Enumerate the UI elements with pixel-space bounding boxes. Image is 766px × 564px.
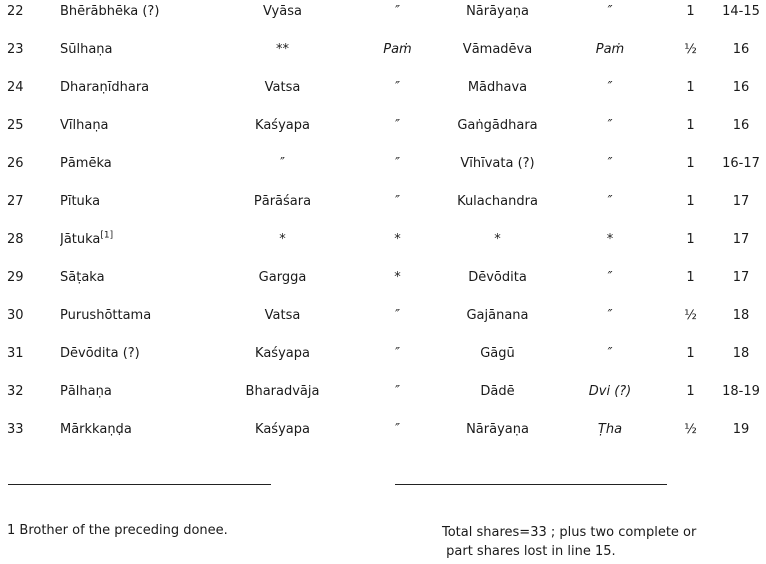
donee-number: 24 (7, 80, 24, 95)
donee-gotra: Kaśyapa (255, 346, 310, 361)
donee-veda: * (394, 232, 401, 247)
donee-share: 1 (686, 232, 695, 247)
table-row (0, 152, 766, 190)
donee-share: ½ (684, 308, 697, 323)
donee-father: Vāmadēva (462, 42, 533, 57)
donee-father: Gaṅgādhara (457, 118, 538, 133)
donee-gotra: Kaśyapa (255, 118, 310, 133)
donee-father: Gāgū (480, 346, 515, 361)
father-veda: ″ (607, 156, 613, 171)
donee-number: 27 (7, 194, 24, 209)
total-shares-note (442, 523, 696, 561)
donee-share: 1 (686, 194, 695, 209)
donee-gotra: ″ (280, 156, 285, 171)
inscription-line: 19 (732, 422, 750, 437)
donee-number: 32 (7, 384, 24, 399)
donee-share: 1 (686, 118, 695, 133)
inscription-line: 16 (732, 118, 750, 133)
donee-father: Dēvōdita (468, 270, 527, 285)
father-veda: ″ (607, 194, 613, 209)
father-veda: * (606, 232, 614, 247)
table-row (0, 0, 766, 38)
donee-veda: ″ (395, 156, 400, 171)
donee-gotra: Kaśyapa (255, 422, 310, 437)
donee-name: Pālhaṇa (60, 384, 112, 399)
donee-number: 30 (7, 308, 24, 323)
donee-share: 1 (686, 384, 695, 399)
father-veda: ″ (607, 118, 613, 133)
donee-gotra: * (279, 232, 286, 247)
donee-father: Mādhava (467, 80, 528, 95)
inscription-line: 18 (732, 346, 750, 361)
donee-veda: ″ (395, 346, 400, 361)
donee-name (60, 228, 210, 266)
donee-share: 1 (686, 156, 695, 171)
table-row (0, 380, 766, 418)
father-veda: Ṭha (597, 422, 623, 437)
inscription-line: 17 (732, 194, 750, 209)
donee-number: 26 (7, 156, 24, 171)
donee-share: 1 (686, 4, 695, 19)
table-row (0, 342, 766, 380)
donee-name: Sūlhaṇa (60, 42, 113, 57)
inscription-line: 16 (732, 42, 750, 57)
donee-name: Vīlhaṇa (60, 118, 109, 133)
table-row (0, 418, 766, 456)
donee-name: Dharaṇīdhara (60, 80, 150, 95)
donee-father: Gajānana (466, 308, 529, 323)
donee-veda: ″ (395, 384, 400, 399)
donee-father: * (494, 232, 501, 247)
donee-father: Nārāyaṇa (466, 422, 529, 437)
footnote: 1 Brother of the preceding donee. (7, 523, 228, 538)
donee-number: 23 (7, 42, 24, 57)
donee-veda: ″ (395, 80, 400, 95)
donee-name: Pāmēka (60, 156, 112, 171)
table-row (0, 228, 766, 266)
left-separator-rule (8, 484, 271, 485)
donee-veda: * (394, 270, 401, 285)
donee-gotra: Vatsa (264, 308, 301, 323)
donee-number: 28 (7, 232, 24, 247)
donee-father: Kulachandra (457, 194, 538, 209)
donee-name: Dēvōdita (?) (60, 346, 140, 361)
donee-name: Bhērābhēka (?) (60, 4, 160, 19)
donee-name-text: Jātuka (60, 232, 101, 247)
inscription-line: 14-15 (722, 4, 760, 19)
donee-share: ½ (684, 42, 697, 57)
right-separator-rule (395, 484, 667, 485)
donee-name: Purushōttama (60, 308, 152, 323)
donee-veda: ″ (395, 118, 400, 133)
table-row (0, 76, 766, 114)
donee-name: Pītuka (60, 194, 101, 209)
donee-share: 1 (686, 80, 695, 95)
donee-name: Sāṭaka (60, 270, 105, 285)
donee-veda: ″ (395, 194, 400, 209)
inscription-line: 18 (732, 308, 750, 323)
total-shares-line-1: Total shares=33 ; plus two complete or (442, 525, 697, 540)
donee-gotra: ** (276, 42, 289, 57)
donee-veda: ″ (395, 308, 400, 323)
inscription-line: 17 (732, 232, 750, 247)
donee-father: Nārāyaṇa (466, 4, 529, 19)
total-shares-line-2: part shares lost in line 15. (442, 544, 616, 559)
donee-father: Dādē (480, 384, 515, 399)
donee-father: Vīhīvata (?) (460, 156, 535, 171)
father-veda: ″ (607, 4, 613, 19)
donee-number: 22 (7, 4, 24, 19)
table-row (0, 266, 766, 304)
donee-gotra: Vatsa (264, 80, 301, 95)
table-row (0, 190, 766, 228)
table-row (0, 304, 766, 342)
father-veda: ″ (607, 80, 613, 95)
donee-number: 31 (7, 346, 24, 361)
footnote-reference[interactable]: [1] (100, 230, 114, 241)
donee-share: 1 (686, 346, 695, 361)
donee-name: Mārkkaṇḍa (60, 422, 132, 437)
donee-share: ½ (684, 422, 697, 437)
inscription-line: 16 (732, 80, 750, 95)
donee-veda: Paṁ (383, 42, 412, 57)
donee-number: 29 (7, 270, 24, 285)
donee-number: 33 (7, 422, 24, 437)
father-veda: ″ (607, 270, 613, 285)
table-row (0, 114, 766, 152)
donee-share: 1 (686, 270, 695, 285)
inscription-line: 17 (732, 270, 750, 285)
donee-gotra: Bharadvāja (245, 384, 320, 399)
donee-number: 25 (7, 118, 24, 133)
father-veda: ″ (607, 346, 613, 361)
father-veda: ″ (607, 308, 613, 323)
father-veda: Dvi (?) (588, 384, 632, 399)
inscription-line: 18-19 (722, 384, 760, 399)
donee-veda: ″ (395, 422, 400, 437)
donee-gotra: Vyāsa (263, 4, 302, 19)
inscription-line: 16-17 (722, 156, 760, 171)
donee-gotra: Pārāśara (253, 194, 312, 209)
father-veda: Paṁ (595, 42, 625, 57)
donee-gotra: Gargga (258, 270, 307, 285)
donee-veda: ″ (395, 4, 400, 19)
table-row (0, 38, 766, 76)
